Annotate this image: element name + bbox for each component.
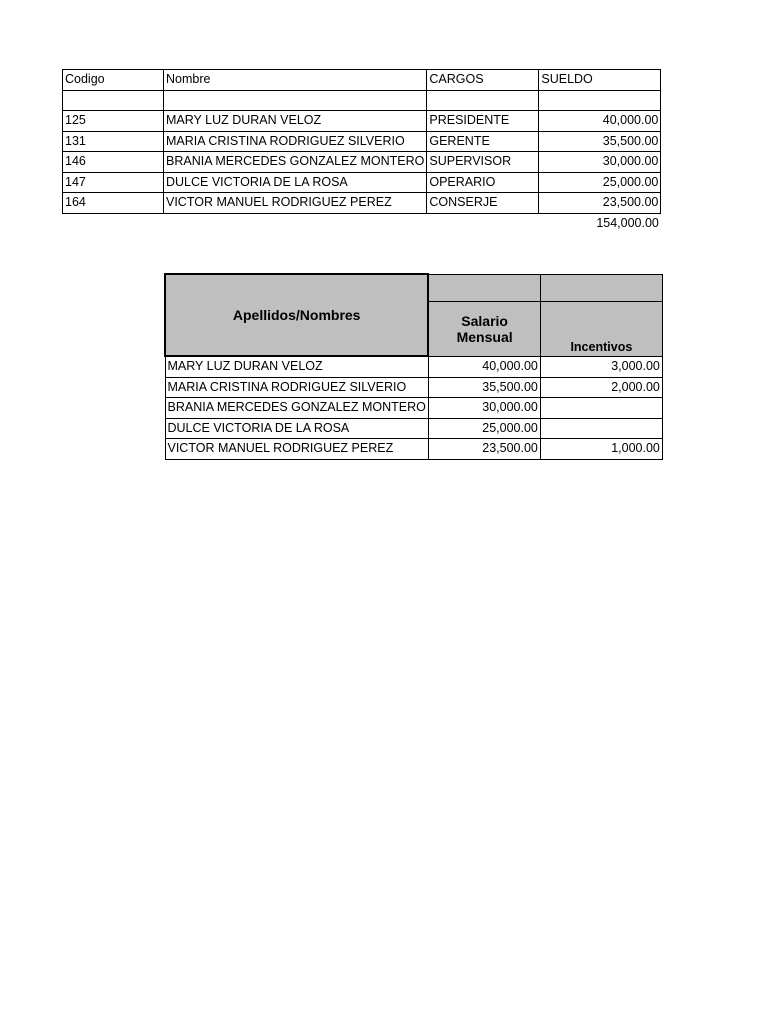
table-row xyxy=(165,398,662,419)
salario-cell[interactable]: 40,000.00 xyxy=(428,356,540,377)
table-row xyxy=(165,418,662,439)
table-row xyxy=(165,377,662,398)
sueldo-cell[interactable]: 40,000.00 xyxy=(539,111,661,132)
salario-cell[interactable]: 23,500.00 xyxy=(428,439,540,460)
empty-cell[interactable] xyxy=(427,213,539,233)
nombre-cell[interactable]: MARY LUZ DURAN VELOZ xyxy=(165,356,428,377)
empty-cell[interactable] xyxy=(427,90,539,111)
salario-label-line1: Salario xyxy=(461,312,508,329)
header-cargos[interactable]: CARGOS xyxy=(427,70,539,91)
nombre-cell[interactable]: BRANIA MERCEDES GONZALEZ MONTERO xyxy=(164,152,427,173)
salario-cell[interactable]: 25,000.00 xyxy=(428,418,540,439)
employees-table xyxy=(62,69,661,233)
header-codigo[interactable]: Codigo xyxy=(63,70,164,91)
salario-label-line2: Mensual xyxy=(456,328,513,345)
table-row xyxy=(165,356,662,377)
empty-cell[interactable] xyxy=(63,90,164,111)
nombre-cell[interactable]: DULCE VICTORIA DE LA ROSA xyxy=(165,418,428,439)
table-header-row xyxy=(63,70,661,91)
incentivos-cell[interactable]: 3,000.00 xyxy=(540,356,662,377)
cargo-cell[interactable]: OPERARIO xyxy=(427,172,539,193)
nombre-cell[interactable]: MARY LUZ DURAN VELOZ xyxy=(164,111,427,132)
salario-cell[interactable]: 35,500.00 xyxy=(428,377,540,398)
header-incentivos[interactable]: Incentivos xyxy=(540,301,662,356)
salario-cell[interactable]: 30,000.00 xyxy=(428,398,540,419)
total-sueldo-cell[interactable]: 154,000.00 xyxy=(596,215,659,230)
cargo-cell[interactable]: GERENTE xyxy=(427,131,539,152)
cargo-cell[interactable]: PRESIDENTE xyxy=(427,111,539,132)
table-row xyxy=(63,193,661,214)
table-row xyxy=(63,172,661,193)
table-row xyxy=(165,439,662,460)
nombre-cell[interactable]: MARIA CRISTINA RODRIGUEZ SILVERIO xyxy=(164,131,427,152)
header-salario-mensual[interactable] xyxy=(428,301,540,356)
empty-cell[interactable] xyxy=(63,213,164,233)
nombre-cell[interactable]: DULCE VICTORIA DE LA ROSA xyxy=(164,172,427,193)
codigo-cell[interactable]: 125 xyxy=(63,111,164,132)
salary-incentives-table xyxy=(164,273,663,460)
header-sueldo[interactable]: SUELDO xyxy=(539,70,661,91)
empty-cell[interactable] xyxy=(164,90,427,111)
codigo-cell[interactable]: 146 xyxy=(63,152,164,173)
sueldo-cell[interactable]: 35,500.00 xyxy=(539,131,661,152)
empty-cell[interactable] xyxy=(164,213,427,233)
table-row xyxy=(63,152,661,173)
header-apellidos-nombres[interactable]: Apellidos/Nombres xyxy=(165,274,428,356)
nombre-cell[interactable]: VICTOR MANUEL RODRIGUEZ PEREZ xyxy=(165,439,428,460)
sueldo-cell[interactable]: 30,000.00 xyxy=(539,152,661,173)
codigo-cell[interactable]: 131 xyxy=(63,131,164,152)
incentivos-cell[interactable]: 1,000.00 xyxy=(540,439,662,460)
table-row xyxy=(63,131,661,152)
incentivos-cell[interactable]: 2,000.00 xyxy=(540,377,662,398)
empty-row xyxy=(63,90,661,111)
incentivos-cell[interactable] xyxy=(540,418,662,439)
empty-cell[interactable] xyxy=(539,90,661,111)
codigo-cell[interactable]: 147 xyxy=(63,172,164,193)
total-row xyxy=(63,213,661,233)
table-header-top-row xyxy=(165,274,662,301)
nombre-cell[interactable]: BRANIA MERCEDES GONZALEZ MONTERO xyxy=(165,398,428,419)
nombre-cell[interactable]: MARIA CRISTINA RODRIGUEZ SILVERIO xyxy=(165,377,428,398)
cargo-cell[interactable]: SUPERVISOR xyxy=(427,152,539,173)
codigo-cell[interactable]: 164 xyxy=(63,193,164,214)
header-blank-cell[interactable] xyxy=(540,274,662,301)
header-nombre[interactable]: Nombre xyxy=(164,70,427,91)
table-row xyxy=(63,111,661,132)
sueldo-cell[interactable]: 23,500.00 xyxy=(539,193,661,214)
nombre-cell[interactable]: VICTOR MANUEL RODRIGUEZ PEREZ xyxy=(164,193,427,214)
header-blank-cell[interactable] xyxy=(428,274,540,301)
sueldo-cell[interactable]: 25,000.00 xyxy=(539,172,661,193)
cargo-cell[interactable]: CONSERJE xyxy=(427,193,539,214)
incentivos-cell[interactable] xyxy=(540,398,662,419)
